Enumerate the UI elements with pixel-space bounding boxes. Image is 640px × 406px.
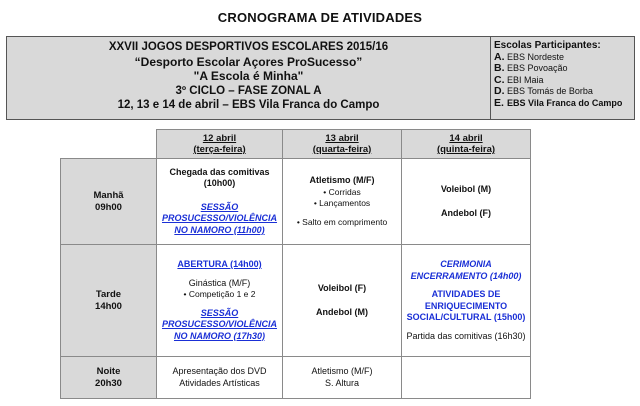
schedule-header-row: [61, 130, 531, 159]
activity-text: Ginástica (M/F): [188, 277, 251, 288]
document-title: CRONOGRAMA DE ATIVIDADES: [217, 10, 423, 25]
session-text: SESSÃO: [200, 307, 239, 318]
schedule-cell: [157, 159, 283, 245]
activity-text: Andebol (F): [441, 207, 491, 218]
day-weekday: (terça-feira): [193, 144, 246, 155]
cultural-activity-text: ENRIQUECIMENTO: [424, 300, 508, 311]
school-name: EBS Tomás de Borba: [507, 86, 593, 96]
activity-bullet: • Salto em comprimento: [296, 216, 388, 227]
schedule-row-night: [61, 357, 531, 399]
schedule-cell-empty: [402, 357, 531, 399]
schedule-cell: [402, 159, 531, 245]
schedule-cell: [157, 357, 283, 399]
day-weekday: (quinta-feira): [436, 144, 496, 155]
school-item: [494, 63, 622, 75]
activity-text: Atletismo (M/F): [309, 175, 375, 185]
activity-time: (10h00): [203, 178, 236, 189]
schedule-row-afternoon: [61, 245, 531, 357]
period-time: 14h00: [95, 300, 122, 312]
cultural-activity-text: SOCIAL/CULTURAL (15h00): [406, 312, 526, 322]
schedule-cell: [283, 159, 402, 245]
opening-text: ABERTURA (14h00): [177, 259, 262, 269]
period-name: Noite: [96, 366, 121, 377]
period-time: 20h30: [95, 377, 122, 389]
school-name: EBS Nordeste: [507, 51, 565, 62]
school-letter: B.: [494, 62, 505, 74]
school-letter: E.: [494, 96, 504, 109]
activity-text: S. Altura: [324, 377, 360, 388]
school-letter: D.: [494, 85, 505, 97]
activity-text: Andebol (M): [316, 306, 368, 317]
schedule-cell: [283, 245, 402, 357]
cultural-activity-text: ATIVIDADES DE: [431, 289, 501, 299]
day-weekday: (quarta-feira): [312, 144, 372, 155]
event-dates: 12, 13 e 14 de abril – EBS Vila Franca do Campo: [117, 99, 380, 111]
activity-bullet: • Lançamentos: [313, 198, 371, 208]
day-header: [157, 130, 283, 159]
day-date: 12 abril: [202, 132, 237, 144]
schools-title: Escolas Participantes:: [494, 40, 601, 51]
event-info: [7, 37, 491, 119]
schedule-cell: [402, 245, 531, 357]
activity-text: Voleibol (F): [317, 283, 367, 293]
event-name: XXVII JOGOS DESPORTIVOS ESCOLARES 2015/16: [108, 41, 389, 53]
activity-text: Voleibol (M): [440, 184, 492, 194]
departure-text: Partida das comitivas (16h30): [406, 330, 526, 341]
day-date: 14 abril: [449, 132, 483, 144]
activity-text: Chegada das comitivas: [169, 166, 270, 177]
school-item: [494, 75, 622, 87]
participating-schools: [494, 40, 622, 109]
schedule-cell: [283, 357, 402, 399]
school-name: EBS Povoação: [507, 63, 568, 73]
event-slogan: “Desporto Escolar Açores ProSucesso”: [134, 54, 363, 69]
session-text: NO NAMORO (11h00): [174, 224, 265, 235]
period-header: [61, 245, 157, 357]
period-time: 09h00: [95, 201, 122, 213]
activity-text: Atividades Artísticas: [179, 377, 260, 388]
school-letter: C.: [494, 73, 505, 86]
school-name: EBI Maia: [507, 74, 544, 85]
school-letter: A.: [494, 50, 505, 63]
activity-bullet: • Corridas: [323, 186, 361, 197]
activity-text: Atletismo (M/F): [311, 366, 373, 376]
day-header: [402, 130, 531, 159]
activity-bullet: • Competição 1 e 2: [183, 289, 256, 299]
activity-text: Apresentação dos DVD: [172, 366, 267, 376]
schedule-row-morning: [61, 159, 531, 245]
event-header: [6, 36, 635, 120]
ceremony-text: CERIMONIA: [440, 259, 492, 269]
session-text: SESSÃO: [200, 201, 239, 212]
session-text: PROSUCESSO/VIOLÊNCIA: [161, 213, 278, 224]
period-name: Manhã: [93, 190, 124, 201]
period-name: Tarde: [95, 289, 122, 300]
session-text: NO NAMORO (17h30): [173, 330, 265, 341]
session-text: PROSUCESSO/VIOLÊNCIA: [161, 319, 278, 329]
ceremony-text: ENCERRAMENTO (14h00): [410, 270, 522, 281]
event-motto: "A Escola é Minha": [193, 69, 304, 83]
day-date: 13 abril: [325, 132, 359, 144]
day-header: [283, 130, 402, 159]
school-item: [494, 86, 622, 98]
school-item-host: [494, 98, 622, 110]
event-phase: 3º CICLO – FASE ZONAL A: [175, 84, 322, 97]
school-name: EBS Vila Franca do Campo: [507, 97, 623, 108]
period-header: [61, 357, 157, 399]
school-item: [494, 52, 622, 64]
period-header: [61, 159, 157, 245]
schedule-table: [60, 129, 531, 399]
table-corner: [61, 130, 157, 159]
schedule-cell: [157, 245, 283, 357]
